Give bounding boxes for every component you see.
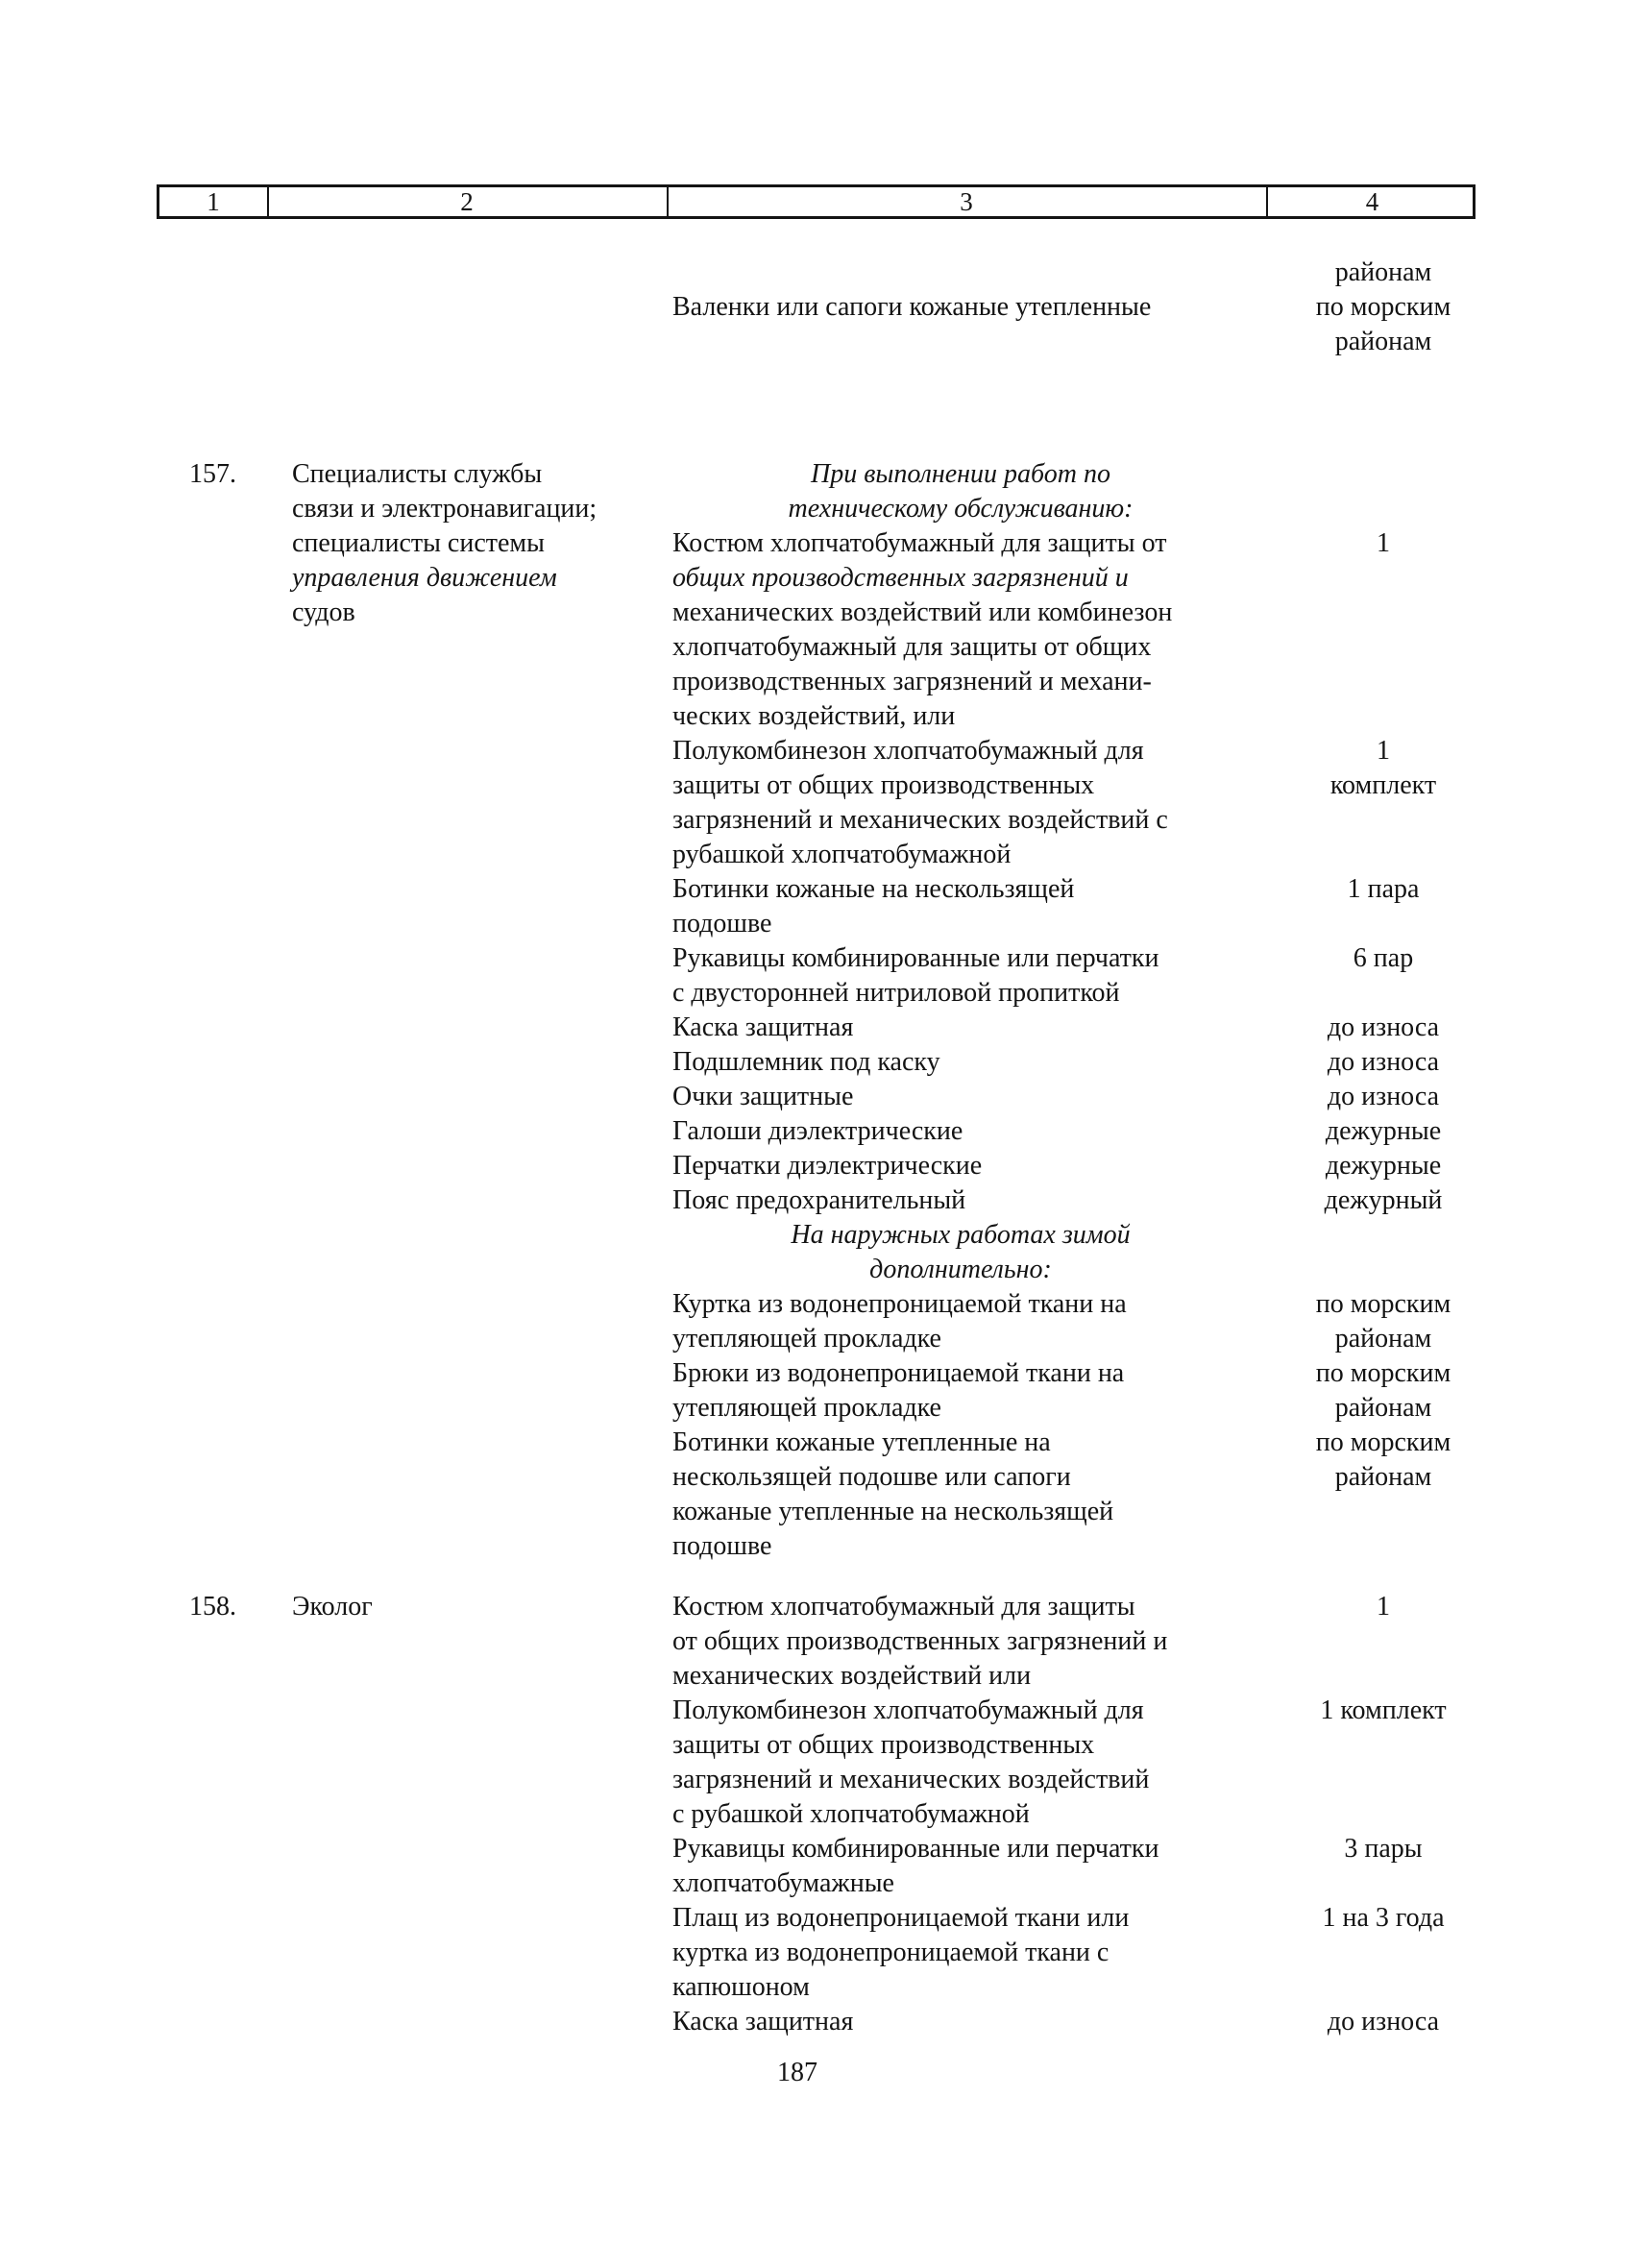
item-cell: Перчатки диэлектрические — [672, 1151, 983, 1181]
profession-cell: связи и электронавигации; — [292, 494, 598, 524]
item-cell: куртка из водонепроницаемой ткани с — [672, 1938, 1110, 1967]
profession-cell: Эколог — [292, 1592, 373, 1622]
norm-cell: по морским — [1315, 292, 1451, 322]
norm-cell: 1 — [1377, 1592, 1390, 1622]
item-cell: Ботинки кожаные утепленные на — [672, 1427, 1051, 1457]
norm-cell: 1 пара — [1347, 874, 1420, 904]
item-cell: Пояс предохранительный — [672, 1185, 966, 1215]
norm-cell: 1 на 3 года — [1322, 1903, 1445, 1933]
norm-cell: районам — [1334, 327, 1432, 356]
item-cell: механических воздействий или — [672, 1661, 1032, 1691]
item-cell: Каска защитная — [672, 1012, 854, 1042]
item-cell: рубашкой хлопчатобумажной — [672, 840, 1012, 869]
item-cell: с двусторонней нитриловой пропиткой — [672, 978, 1120, 1008]
item-cell: подошве — [672, 1531, 772, 1561]
profession-cell: судов — [292, 597, 355, 627]
norm-cell: до износа — [1327, 2007, 1440, 2036]
item-cell: кожаные утепленные на нескользящей — [672, 1497, 1114, 1526]
norm-cell: 1 — [1377, 736, 1390, 766]
item-cell: подошве — [672, 909, 772, 939]
item-cell: Очки защитные — [672, 1082, 854, 1111]
item-cell: Каска защитная — [672, 2007, 854, 2036]
item-cell: Ботинки кожаные на нескользящей — [672, 874, 1075, 904]
item-cell: защиты от общих производственных — [672, 1730, 1095, 1760]
header-col-1: 1 — [207, 187, 220, 216]
item-cell: ческих воздействий, или — [672, 701, 956, 731]
item-cell: общих производственных загрязнений и — [672, 563, 1129, 593]
header-col-2: 2 — [460, 187, 474, 216]
item-cell: Куртка из водонепроницаемой ткани на — [672, 1289, 1127, 1319]
profession-cell: Специалисты службы — [292, 459, 543, 489]
section-heading: техническому обслуживанию: — [788, 494, 1134, 524]
item-cell: нескользящей подошве или сапоги — [672, 1462, 1071, 1492]
profession-cell: специалисты системы — [292, 528, 545, 558]
norm-cell: районам — [1334, 257, 1432, 287]
norm-cell: дежурные — [1325, 1116, 1442, 1146]
norm-cell: до износа — [1327, 1047, 1440, 1077]
row-number: 158. — [189, 1592, 236, 1622]
norm-cell: 3 пары — [1344, 1834, 1423, 1864]
page-number: 187 — [777, 2058, 817, 2087]
item-cell: хлопчатобумажный для защиты от общих — [672, 632, 1152, 662]
item-cell: Брюки из водонепроницаемой ткани на — [672, 1358, 1125, 1388]
item-cell: хлопчатобумажные — [672, 1868, 894, 1898]
section-heading: На наружных работах зимой — [791, 1220, 1131, 1250]
item-cell: Полукомбинезон хлопчатобумажный для — [672, 736, 1144, 766]
item-cell: утепляющей прокладке — [672, 1393, 941, 1423]
item-cell: утепляющей прокладке — [672, 1324, 941, 1353]
norm-cell: дежурный — [1324, 1185, 1443, 1215]
norm-cell: по морским — [1315, 1358, 1451, 1388]
item-cell: Рукавицы комбинированные или перчатки — [672, 943, 1159, 973]
item-cell: капюшоном — [672, 1972, 810, 2002]
norm-cell: 6 пар — [1353, 943, 1414, 973]
item-cell: Костюм хлопчатобумажный для защиты от — [672, 528, 1167, 558]
item-cell: от общих производственных загрязнений и — [672, 1626, 1168, 1656]
item-cell: защиты от общих производственных — [672, 770, 1095, 800]
item-cell: Галоши диэлектрические — [672, 1116, 963, 1146]
header-col-4: 4 — [1365, 187, 1379, 216]
item-cell: загрязнений и механических воздействий с — [672, 805, 1168, 835]
item-cell: загрязнений и механических воздействий — [672, 1765, 1150, 1794]
profession-cell: управления движением — [292, 563, 557, 593]
item-cell: Подшлемник под каску — [672, 1047, 940, 1077]
column-header-strip — [157, 184, 1475, 219]
item-cell: с рубашкой хлопчатобумажной — [672, 1799, 1030, 1829]
norm-cell: по морским — [1315, 1427, 1451, 1457]
norm-cell: районам — [1334, 1324, 1432, 1353]
norm-cell: до износа — [1327, 1082, 1440, 1111]
item-cell: Плащ из водонепроницаемой ткани или — [672, 1903, 1130, 1933]
section-heading: При выполнении работ по — [811, 459, 1110, 489]
norm-cell: 1 — [1377, 528, 1390, 558]
item-cell: Валенки или сапоги кожаные утепленные — [672, 292, 1152, 322]
norm-cell: 1 комплект — [1320, 1695, 1447, 1725]
item-cell: Рукавицы комбинированные или перчатки — [672, 1834, 1159, 1864]
header-col-3: 3 — [960, 187, 973, 216]
norm-cell: районам — [1334, 1462, 1432, 1492]
item-cell: производственных загрязнений и механи- — [672, 667, 1152, 696]
row-number: 157. — [189, 459, 236, 489]
norm-cell: дежурные — [1325, 1151, 1442, 1181]
norm-cell: до износа — [1327, 1012, 1440, 1042]
section-heading: дополнительно: — [869, 1255, 1052, 1284]
item-cell: Костюм хлопчатобумажный для защиты — [672, 1592, 1135, 1622]
norm-cell: районам — [1334, 1393, 1432, 1423]
norm-cell: комплект — [1329, 770, 1437, 800]
norm-cell: по морским — [1315, 1289, 1451, 1319]
item-cell: механических воздействий или комбинезон — [672, 597, 1173, 627]
item-cell: Полукомбинезон хлопчатобумажный для — [672, 1695, 1144, 1725]
